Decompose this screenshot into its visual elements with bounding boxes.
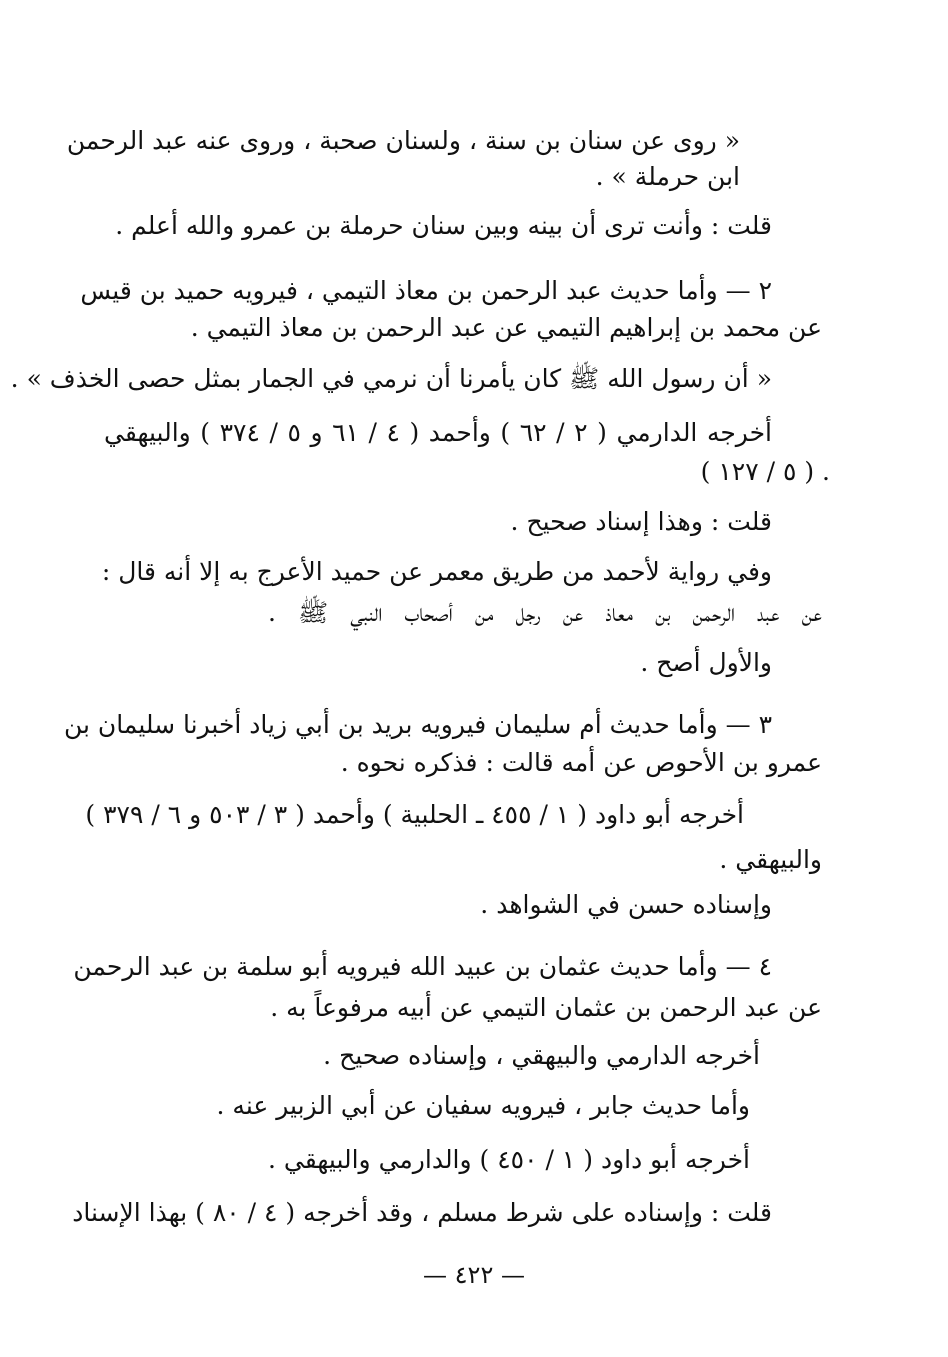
text-line: ( ٥ / ١٢٧ ) . xyxy=(700,457,830,486)
text-line: قلت : وإسناده على شرط مسلم ، وقد أخرجه ( ٤ / ٨٠ ) بهذا الإسناد xyxy=(72,1198,772,1227)
text-line: ٤ — وأما حديث عثمان بن عبيد الله فيرويه أبو سلمة بن عبد الرحمن xyxy=(73,952,772,981)
text-line: أخرجه الدارمي ( ٢ / ٦٢ ) وأحمد ( ٤ / ٦١ و ٥ / ٣٧٤ ) والبيهقي xyxy=(104,418,772,447)
text-line: ابن حرملة » . xyxy=(595,162,740,191)
text-line: عن عبد الرحمن بن عثمان التيمي عن أبيه مرفوعاً به . xyxy=(270,993,822,1022)
text-line: أخرجه الدارمي والبيهقي ، وإسناده صحيح . xyxy=(323,1041,760,1070)
text-line: عمرو بن الأحوص عن أمه قالت : فذكره نحوه . xyxy=(340,748,822,777)
text-line: عن محمد بن إبراهيم التيمي عن عبد الرحمن بن معاذ التيمي . xyxy=(190,313,822,342)
text-line: والبيهقي . xyxy=(719,845,822,874)
text-line: ٢ — وأما حديث عبد الرحمن بن معاذ التيمي ، فيرويه حميد بن قيس xyxy=(80,276,772,305)
text-line: « أن رسول الله ﷺ كان يأمرنا أن نرمي في الجمار بمثل حصى الخذف » . xyxy=(10,364,772,393)
page-number: — ٤٢٢ — xyxy=(423,1261,525,1289)
text-line: أخرجه أبو داود ( ١ / ٤٥٠ ) والدارمي والبيهقي . xyxy=(268,1145,750,1174)
text-line: وإسناده حسن في الشواهد . xyxy=(480,890,772,919)
text-line: قلت : وهذا إسناد صحيح . xyxy=(510,507,772,536)
text-line: قلت : وأنت ترى أن بينه وبين سنان حرملة بن عمرو والله أعلم . xyxy=(115,211,772,240)
text-line: أخرجه أبو داود ( ١ / ٤٥٥ ـ الحلبية ) وأحمد ( ٣ / ٥٠٣ و ٦ / ٣٧٩ ) xyxy=(85,800,744,829)
text-line: ٣ — وأما حديث أم سليمان فيرويه بريد بن أبي زياد أخبرنا سليمان بن xyxy=(63,710,772,739)
text-line: والأول أصح . xyxy=(640,648,772,677)
text-line: عن عبد الرحمن بن معاذ عن رجل من أصحاب النبي ﷺ . xyxy=(268,598,822,627)
text-line: وفي رواية لأحمد من طريق معمر عن حميد الأعرج به إلا أنه قال : xyxy=(101,557,772,586)
text-line: « روى عن سنان بن سنة ، ولسنان صحبة ، وروى عنه عبد الرحمن xyxy=(66,126,740,155)
text-line: وأما حديث جابر ، فيرويه سفيان عن أبي الزبير عنه . xyxy=(216,1091,750,1120)
